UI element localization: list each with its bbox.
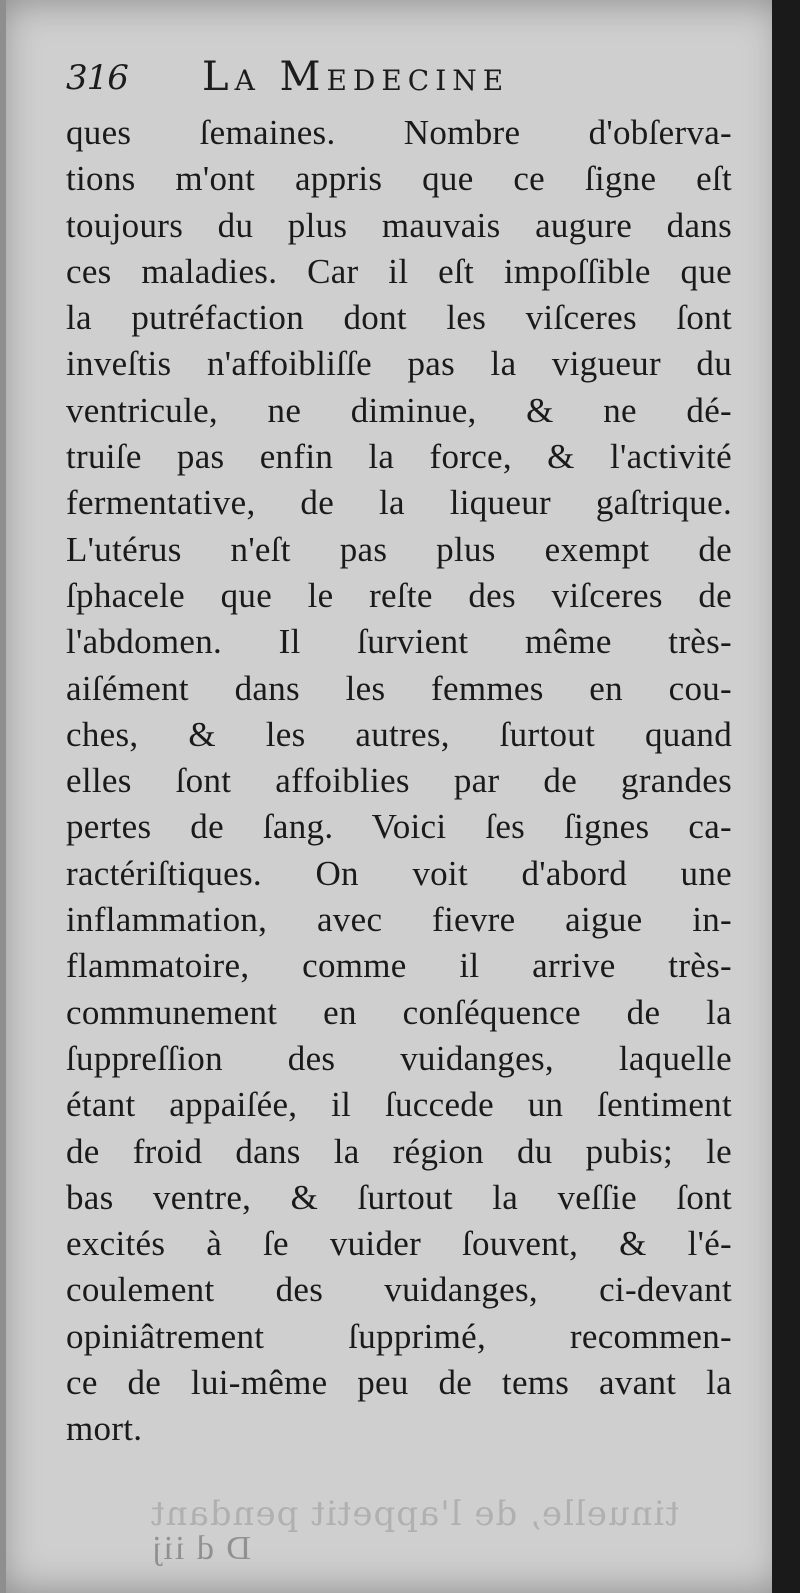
text-line: ractériſtiques. On voit d'abord une bbox=[66, 853, 732, 893]
show-through-text: tinuelle, de l'appetit pendant bbox=[150, 1494, 680, 1534]
text-line: tions m'ont appris que ce ſigne eſt bbox=[66, 159, 732, 199]
text-line: ques ſemaines. Nombre d'obſerva- bbox=[66, 113, 732, 152]
text-line: ce de lui-même peu de tems avant la bbox=[66, 1363, 732, 1403]
text-line: aiſément dans les femmes en cou- bbox=[66, 668, 732, 708]
text-line: ventricule, ne diminue, & ne dé- bbox=[66, 390, 732, 430]
text-line: ches, & les autres, ſurtout quand bbox=[66, 714, 732, 754]
text-line: la putréfaction dont les viſceres ſont bbox=[66, 298, 732, 338]
text-line: bas ventre, & ſurtout la veſſie ſont bbox=[66, 1177, 732, 1217]
text-line: de froid dans la région du pubis; le bbox=[66, 1131, 732, 1171]
text-line: mort. bbox=[66, 1409, 143, 1449]
text-line: truiſe pas enfin la force, & l'activité bbox=[66, 437, 732, 477]
text-line: ſuppreſſion des vuidanges, laquelle bbox=[66, 1038, 732, 1078]
text-line: excités à ſe vuider ſouvent, & l'é- bbox=[66, 1224, 732, 1264]
text-line: communement en conſéquence de la bbox=[66, 992, 732, 1032]
text-line: inveſtis n'affoibliſſe pas la vigueur du bbox=[66, 344, 732, 384]
running-title: La Medecine bbox=[202, 54, 510, 100]
text-line: coulement des vuidanges, ci-devant bbox=[66, 1270, 732, 1310]
text-line: toujours du plus mauvais augure dans bbox=[66, 205, 732, 245]
text-line: flammatoire, comme il arrive très- bbox=[66, 946, 732, 986]
page-left-edge bbox=[0, 0, 6, 1593]
show-through-signature: D d iij bbox=[150, 1530, 251, 1567]
text-line: fermentative, de la liqueur gaſtrique. bbox=[66, 483, 732, 523]
text-line: ſphacele que le reſte des viſceres de bbox=[66, 575, 732, 615]
text-line: étant appaiſée, il ſuccede un ſentiment bbox=[66, 1085, 732, 1125]
body-text bbox=[66, 110, 732, 1453]
page-header bbox=[66, 54, 726, 104]
page-number: 316 bbox=[66, 58, 128, 98]
text-line: L'utérus n'eſt pas plus exempt de bbox=[66, 529, 732, 569]
page-right-edge-shadow bbox=[772, 0, 800, 1593]
text-line: ces maladies. Car il eſt impoſſible que bbox=[66, 251, 732, 291]
text-line: opiniâtrement ſupprimé, recommen- bbox=[66, 1316, 732, 1356]
text-line: inflammation, avec fievre aigue in- bbox=[66, 900, 732, 940]
text-line: l'abdomen. Il ſurvient même très- bbox=[66, 622, 732, 662]
text-line: elles ſont affoiblies par de grandes bbox=[66, 761, 732, 801]
text-line: pertes de ſang. Voici ſes ſignes ca- bbox=[66, 807, 732, 847]
